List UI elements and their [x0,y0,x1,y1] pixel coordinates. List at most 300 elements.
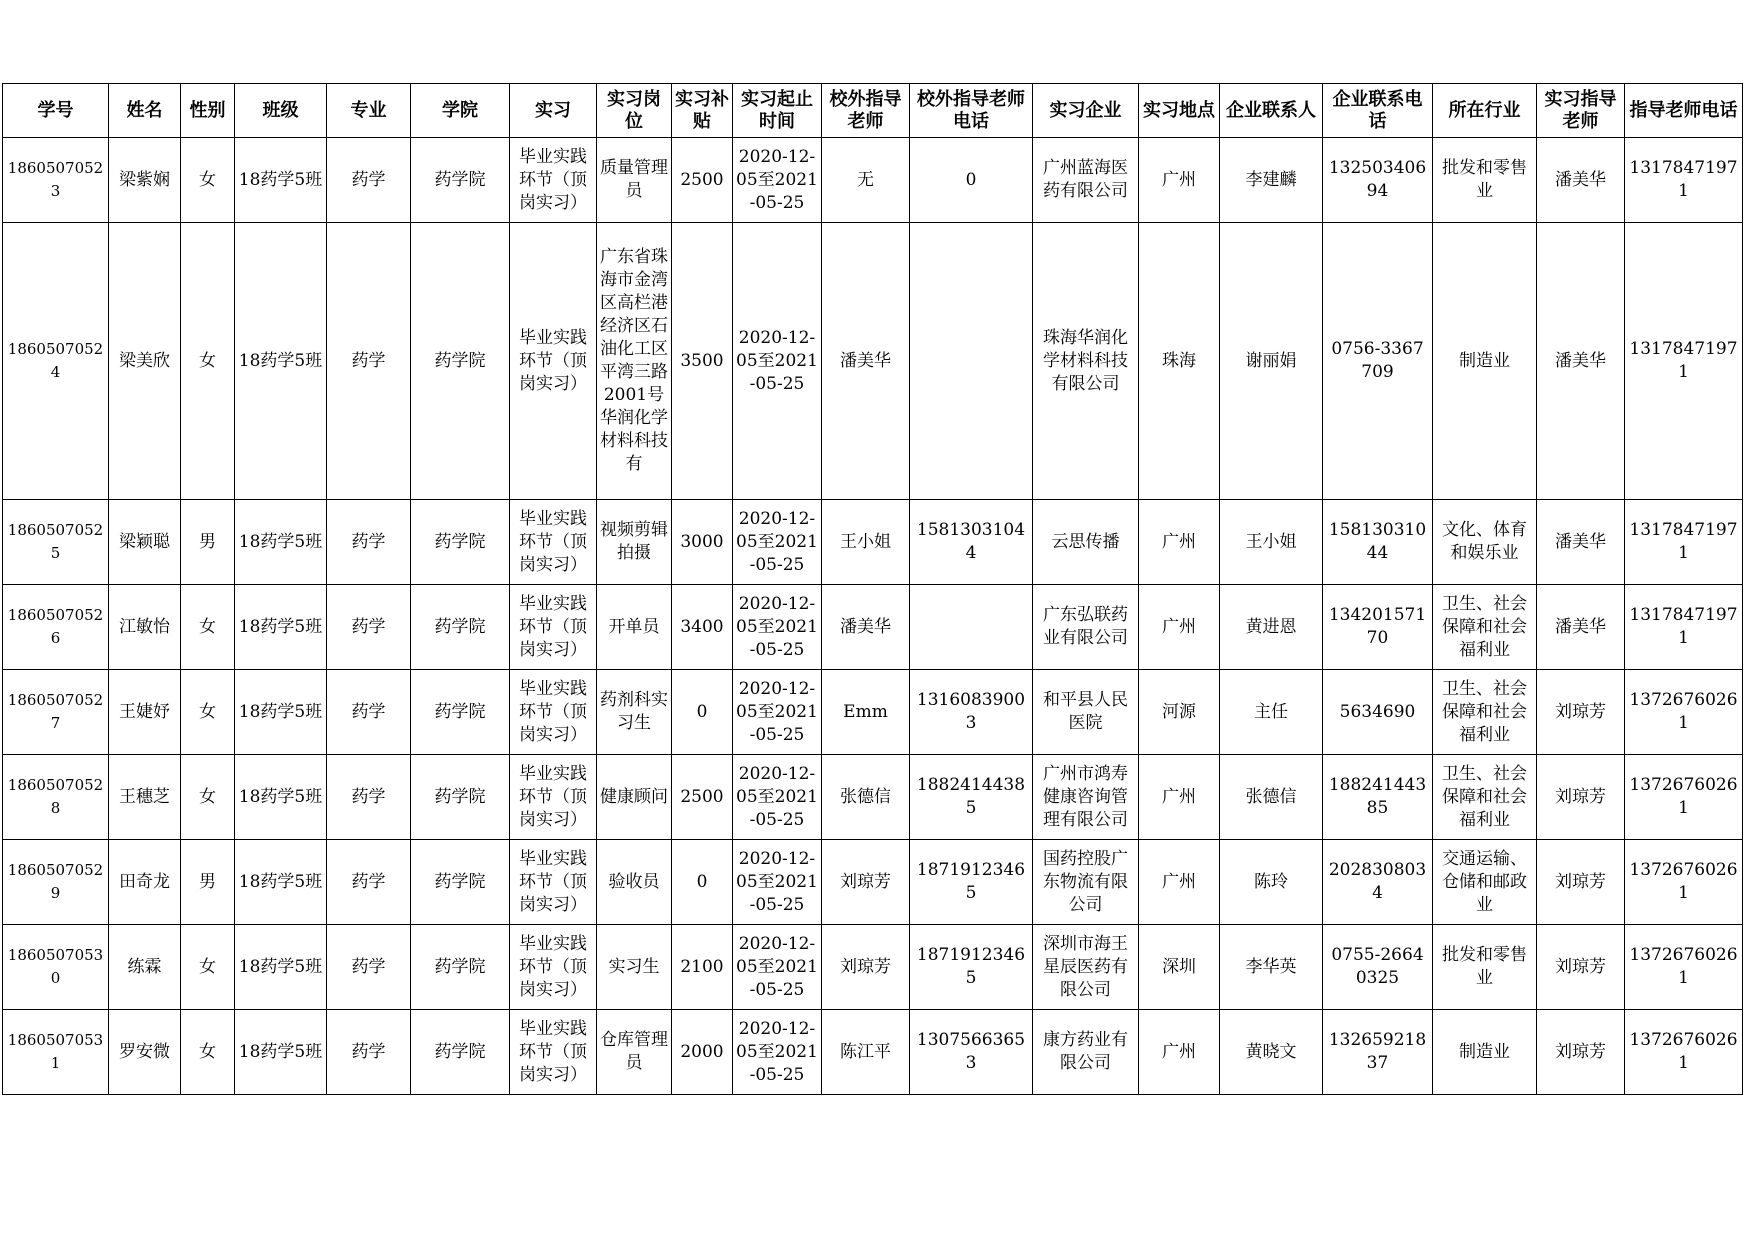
cell-company [1033,500,1139,585]
cell-company-contact [1220,585,1323,670]
cell-company-contact [1220,138,1323,223]
cell-external-tutor-phone [910,1010,1033,1095]
cell-name-text: 罗安微 [119,1041,170,1062]
header-internship-type-label: 实习 [535,99,571,121]
cell-external-tutor-text: 刘琼芳 [840,871,891,892]
cell-period [733,1010,822,1095]
cell-class [235,840,327,925]
cell-industry [1433,500,1537,585]
cell-student-id-text: 18605070529 [7,861,104,902]
cell-external-tutor [822,585,910,670]
cell-external-tutor-phone [910,670,1033,755]
header-advisor-phone-label: 指导老师电话 [1629,99,1738,121]
header-company-contact-label: 企业联系人 [1226,99,1316,121]
cell-position [597,670,672,755]
cell-subsidy [672,138,733,223]
cell-name [109,840,181,925]
cell-company-phone-text: 18824144385 [1328,775,1427,818]
cell-college-text: 药学院 [434,786,486,807]
header-subsidy-label: 实习补贴 [675,88,729,132]
cell-external-tutor-text: 张德信 [840,786,891,807]
cell-internship-advisor [1537,223,1625,500]
cell-major [327,585,411,670]
cell-period [733,670,822,755]
cell-internship-type [510,138,597,223]
cell-company-text: 云思传播 [1051,531,1120,552]
cell-subsidy [672,223,733,500]
cell-external-tutor-phone-text: 0 [965,169,977,190]
cell-internship-advisor-text: 潘美华 [1555,531,1606,552]
cell-major-text: 药学 [351,956,386,977]
header-advisor-phone [1625,84,1743,138]
header-industry-label: 所在行业 [1448,99,1521,121]
cell-college [411,223,510,500]
cell-company-text: 国药控股广东物流有限公司 [1043,848,1128,915]
cell-position-text: 仓库管理员 [600,1030,668,1073]
cell-college [411,585,510,670]
cell-college-text: 药学院 [434,956,486,977]
cell-advisor-phone [1625,500,1743,585]
cell-advisor-phone-text: 13178471971 [1629,339,1738,382]
cell-company [1033,755,1139,840]
cell-class-text: 18药学5班 [238,956,323,977]
cell-company-contact [1220,755,1323,840]
cell-gender-text: 女 [199,956,216,977]
cell-college [411,1010,510,1095]
cell-student-id [3,1010,109,1095]
cell-company-contact [1220,500,1323,585]
cell-external-tutor-text: 刘琼芳 [840,956,891,977]
cell-internship-type [510,840,597,925]
header-row [3,84,1743,138]
cell-company-phone-text: 0755-26640325 [1331,945,1424,988]
cell-external-tutor [822,840,910,925]
cell-location-text: 珠海 [1162,350,1196,371]
cell-period [733,925,822,1010]
cell-external-tutor-text: 潘美华 [840,616,891,637]
cell-internship-type [510,1010,597,1095]
cell-internship-type-text: 毕业实践环节（顶岗实习） [519,1018,587,1085]
header-subsidy [672,84,733,138]
cell-company-phone-text: 0756-3367709 [1331,339,1424,382]
cell-position-text: 药剂科实习生 [600,690,668,733]
internship-table [2,83,1743,1095]
cell-internship-advisor-text: 刘琼芳 [1555,701,1606,722]
cell-industry-text: 文化、体育和娱乐业 [1442,520,1527,563]
cell-company-text: 广州蓝海医药有限公司 [1043,158,1128,201]
cell-company-phone [1323,840,1433,925]
cell-student-id-text: 18605070525 [7,521,104,562]
cell-name [109,1010,181,1095]
cell-company-phone [1323,755,1433,840]
cell-advisor-phone-text: 13726760261 [1629,1030,1738,1073]
cell-internship-advisor-text: 刘琼芳 [1555,1041,1606,1062]
cell-subsidy-text: 3400 [680,616,724,637]
cell-advisor-phone [1625,925,1743,1010]
cell-major [327,755,411,840]
header-external-tutor-phone-label: 校外指导老师电话 [917,88,1025,132]
cell-location [1139,585,1220,670]
cell-external-tutor-phone [910,840,1033,925]
cell-gender [181,1010,235,1095]
cell-company-text: 广东弘联药业有限公司 [1043,605,1128,648]
cell-name [109,138,181,223]
cell-internship-type [510,670,597,755]
cell-company-contact-text: 李建麟 [1245,169,1297,190]
header-period-label: 实习起止时间 [741,88,813,132]
cell-external-tutor-phone [910,138,1033,223]
cell-major [327,1010,411,1095]
table-row [3,500,1743,585]
cell-advisor-phone-text: 13726760261 [1629,860,1738,903]
cell-name-text: 练霖 [127,956,162,977]
cell-location-text: 广州 [1162,786,1196,807]
cell-company-contact-text: 张德信 [1245,786,1297,807]
cell-external-tutor [822,223,910,500]
cell-major-text: 药学 [351,531,386,552]
table-row [3,138,1743,223]
cell-period [733,500,822,585]
cell-gender [181,585,235,670]
cell-external-tutor-text: 潘美华 [840,350,891,371]
cell-internship-advisor [1537,755,1625,840]
header-location-label: 实习地点 [1143,99,1215,121]
cell-external-tutor-phone [910,585,1033,670]
cell-company-phone [1323,223,1433,500]
cell-major-text: 药学 [351,786,386,807]
cell-location-text: 广州 [1162,531,1196,552]
header-college [411,84,510,138]
cell-name [109,585,181,670]
cell-subsidy-text: 2100 [680,956,724,977]
cell-position [597,840,672,925]
cell-position [597,500,672,585]
cell-major-text: 药学 [351,350,386,371]
cell-student-id [3,223,109,500]
cell-industry-text: 制造业 [1459,350,1510,371]
cell-industry-text: 交通运输、仓储和邮政业 [1442,848,1527,915]
cell-major-text: 药学 [351,701,386,722]
cell-gender [181,755,235,840]
cell-company-phone [1323,138,1433,223]
cell-internship-type-text: 毕业实践环节（顶岗实习） [519,146,587,213]
cell-student-id [3,755,109,840]
cell-student-id-text: 18605070531 [7,1031,104,1072]
cell-company-contact [1220,1010,1323,1095]
cell-company-phone-text: 13250340694 [1328,158,1427,201]
cell-position [597,585,672,670]
cell-advisor-phone [1625,1010,1743,1095]
cell-student-id-text: 18605070524 [7,340,104,381]
cell-position-text: 健康顾问 [600,786,668,807]
cell-college-text: 药学院 [434,701,486,722]
cell-company-contact [1220,223,1323,500]
cell-student-id [3,670,109,755]
cell-class [235,585,327,670]
cell-external-tutor-phone [910,925,1033,1010]
cell-major-text: 药学 [351,169,386,190]
cell-position [597,138,672,223]
cell-major [327,925,411,1010]
cell-industry [1433,670,1537,755]
cell-subsidy-text: 0 [696,701,708,722]
header-company-contact [1220,84,1323,138]
cell-location [1139,138,1220,223]
cell-college-text: 药学院 [434,350,486,371]
cell-position-text: 验收员 [608,871,660,892]
cell-gender [181,138,235,223]
cell-position [597,223,672,500]
cell-company-contact-text: 陈玲 [1254,871,1288,892]
cell-gender-text: 男 [199,531,216,552]
cell-industry-text: 批发和零售业 [1442,945,1527,988]
cell-gender [181,840,235,925]
cell-class-text: 18药学5班 [238,871,323,892]
cell-company-contact-text: 王小姐 [1245,531,1297,552]
cell-location [1139,1010,1220,1095]
cell-major [327,138,411,223]
cell-internship-type-text: 毕业实践环节（顶岗实习） [519,508,587,575]
cell-name [109,755,181,840]
cell-period-text: 2020-12-05至2021-05-25 [736,933,818,1000]
cell-company-contact-text: 黄进恩 [1245,616,1297,637]
cell-location [1139,840,1220,925]
cell-company-text: 深圳市海王星辰医药有限公司 [1043,933,1128,1000]
cell-company-phone-text: 15813031044 [1328,520,1427,563]
cell-position-text: 广东省珠海市金湾区高栏港经济区石油化工区平湾三路2001号华润化学材料科技有 [600,247,668,474]
cell-student-id [3,585,109,670]
cell-college-text: 药学院 [434,1041,486,1062]
cell-period-text: 2020-12-05至2021-05-25 [736,508,818,575]
table-row [3,585,1743,670]
cell-name [109,925,181,1010]
cell-company-text: 康方药业有限公司 [1043,1030,1128,1073]
cell-company-contact-text: 李华英 [1245,956,1297,977]
cell-industry-text: 卫生、社会保障和社会福利业 [1442,593,1527,660]
cell-location [1139,223,1220,500]
cell-class-text: 18药学5班 [238,531,323,552]
cell-period-text: 2020-12-05至2021-05-25 [736,763,818,830]
cell-company-phone [1323,500,1433,585]
cell-major-text: 药学 [351,1041,386,1062]
cell-internship-advisor-text: 刘琼芳 [1555,786,1606,807]
cell-gender [181,670,235,755]
cell-name-text: 田奇龙 [119,871,170,892]
cell-subsidy-text: 3500 [680,350,724,371]
cell-company-contact-text: 黄晓文 [1245,1041,1297,1062]
cell-college [411,925,510,1010]
cell-gender-text: 女 [199,350,216,371]
cell-industry [1433,585,1537,670]
cell-company [1033,1010,1139,1095]
cell-industry-text: 卫生、社会保障和社会福利业 [1442,763,1527,830]
cell-position-text: 质量管理员 [600,158,668,201]
cell-college-text: 药学院 [434,531,486,552]
cell-advisor-phone-text: 13178471971 [1629,520,1738,563]
cell-period-text: 2020-12-05至2021-05-25 [736,146,818,213]
cell-period [733,223,822,500]
table-row [3,223,1743,500]
cell-gender-text: 男 [199,871,216,892]
cell-student-id [3,500,109,585]
cell-industry [1433,925,1537,1010]
cell-external-tutor-phone [910,500,1033,585]
cell-external-tutor [822,755,910,840]
cell-internship-advisor [1537,670,1625,755]
cell-company-phone [1323,1010,1433,1095]
cell-advisor-phone-text: 13726760261 [1629,945,1738,988]
cell-name-text: 梁颖聪 [119,531,170,552]
header-location [1139,84,1220,138]
cell-major [327,223,411,500]
cell-period [733,138,822,223]
cell-internship-advisor-text: 刘琼芳 [1555,871,1606,892]
cell-industry [1433,840,1537,925]
header-industry [1433,84,1537,138]
cell-student-id [3,840,109,925]
cell-name-text: 梁美欣 [119,350,170,371]
cell-company-contact-text: 谢丽娟 [1245,350,1297,371]
cell-location [1139,755,1220,840]
cell-internship-advisor-text: 潘美华 [1555,169,1606,190]
cell-industry-text: 制造业 [1459,1041,1510,1062]
cell-class-text: 18药学5班 [238,1041,323,1062]
cell-name-text: 梁紫娴 [119,169,170,190]
cell-industry [1433,755,1537,840]
cell-external-tutor-text: 王小姐 [840,531,891,552]
cell-advisor-phone-text: 13726760261 [1629,775,1738,818]
cell-class [235,1010,327,1095]
cell-internship-type-text: 毕业实践环节（顶岗实习） [519,593,587,660]
cell-external-tutor [822,138,910,223]
cell-major-text: 药学 [351,616,386,637]
cell-external-tutor-text: 无 [857,169,874,190]
cell-student-id-text: 18605070530 [7,946,104,987]
cell-internship-type-text: 毕业实践环节（顶岗实习） [519,678,587,745]
cell-company-contact [1220,840,1323,925]
cell-company-phone-text: 13420157170 [1328,605,1427,648]
cell-student-id-text: 18605070523 [7,159,104,200]
header-class-label: 班级 [262,99,299,121]
cell-name [109,223,181,500]
cell-name-text: 王穗芝 [119,786,170,807]
cell-internship-type [510,500,597,585]
cell-period [733,585,822,670]
cell-advisor-phone-text: 13178471971 [1629,605,1738,648]
cell-company [1033,585,1139,670]
cell-gender-text: 女 [199,786,216,807]
header-position-label: 实习岗位 [607,88,661,132]
cell-company-phone-text: 13265921837 [1328,1030,1427,1073]
cell-industry [1433,138,1537,223]
cell-advisor-phone-text: 13178471971 [1629,158,1738,201]
cell-company-text: 和平县人民医院 [1043,690,1128,733]
cell-company-text: 广州市鸿寿健康咨询管理有限公司 [1043,763,1128,830]
cell-company-phone [1323,670,1433,755]
cell-student-id-text: 18605070527 [7,691,104,732]
cell-class [235,138,327,223]
cell-company-phone-text: 5634690 [1339,701,1416,722]
cell-internship-type-text: 毕业实践环节（顶岗实习） [519,763,587,830]
header-major [327,84,411,138]
cell-subsidy-text: 0 [696,871,708,892]
cell-student-id-text: 18605070526 [7,606,104,647]
cell-position-text: 实习生 [608,956,660,977]
header-position [597,84,672,138]
cell-subsidy [672,670,733,755]
cell-class [235,223,327,500]
cell-subsidy-text: 2000 [680,1041,724,1062]
cell-location-text: 广州 [1162,871,1196,892]
cell-class-text: 18药学5班 [238,169,323,190]
cell-external-tutor-phone-text: 18719123465 [916,860,1026,903]
cell-position [597,925,672,1010]
cell-college-text: 药学院 [434,169,486,190]
cell-external-tutor-phone-text: 13160839003 [916,690,1026,733]
cell-internship-advisor-text: 潘美华 [1555,350,1606,371]
cell-college [411,670,510,755]
cell-location-text: 广州 [1162,1041,1196,1062]
cell-name [109,500,181,585]
cell-class-text: 18药学5班 [238,616,323,637]
cell-gender [181,500,235,585]
header-internship-type [510,84,597,138]
cell-student-id [3,138,109,223]
header-class [235,84,327,138]
cell-internship-type-text: 毕业实践环节（顶岗实习） [519,848,587,915]
cell-subsidy [672,840,733,925]
cell-gender-text: 女 [199,169,216,190]
header-college-label: 学院 [442,99,478,121]
cell-period [733,840,822,925]
cell-external-tutor [822,1010,910,1095]
cell-internship-type-text: 毕业实践环节（顶岗实习） [519,327,587,394]
header-gender-label: 性别 [189,99,226,121]
cell-company [1033,925,1139,1010]
cell-advisor-phone [1625,840,1743,925]
cell-advisor-phone [1625,585,1743,670]
cell-subsidy [672,755,733,840]
cell-internship-advisor-text: 潘美华 [1555,616,1606,637]
header-internship-advisor-label: 实习指导老师 [1544,88,1617,132]
cell-external-tutor-text: Emm [843,701,888,722]
cell-period-text: 2020-12-05至2021-05-25 [736,848,818,915]
cell-internship-type [510,223,597,500]
cell-advisor-phone [1625,670,1743,755]
cell-industry [1433,223,1537,500]
cell-industry [1433,1010,1537,1095]
header-company-phone-label: 企业联系电话 [1332,88,1423,132]
cell-internship-advisor [1537,585,1625,670]
cell-external-tutor [822,925,910,1010]
header-gender [181,84,235,138]
cell-major-text: 药学 [351,871,386,892]
cell-advisor-phone [1625,138,1743,223]
cell-gender [181,925,235,1010]
cell-class-text: 18药学5班 [238,786,323,807]
cell-internship-type [510,755,597,840]
cell-subsidy [672,500,733,585]
header-company-phone [1323,84,1433,138]
cell-external-tutor-text: 陈江平 [840,1041,891,1062]
cell-internship-advisor [1537,500,1625,585]
cell-external-tutor-phone-text: 15813031044 [916,520,1026,563]
cell-position [597,755,672,840]
cell-name [109,670,181,755]
cell-position-text: 视频剪辑拍摄 [600,520,668,563]
cell-subsidy [672,925,733,1010]
cell-company-text: 珠海华润化学材料科技有限公司 [1043,327,1128,394]
